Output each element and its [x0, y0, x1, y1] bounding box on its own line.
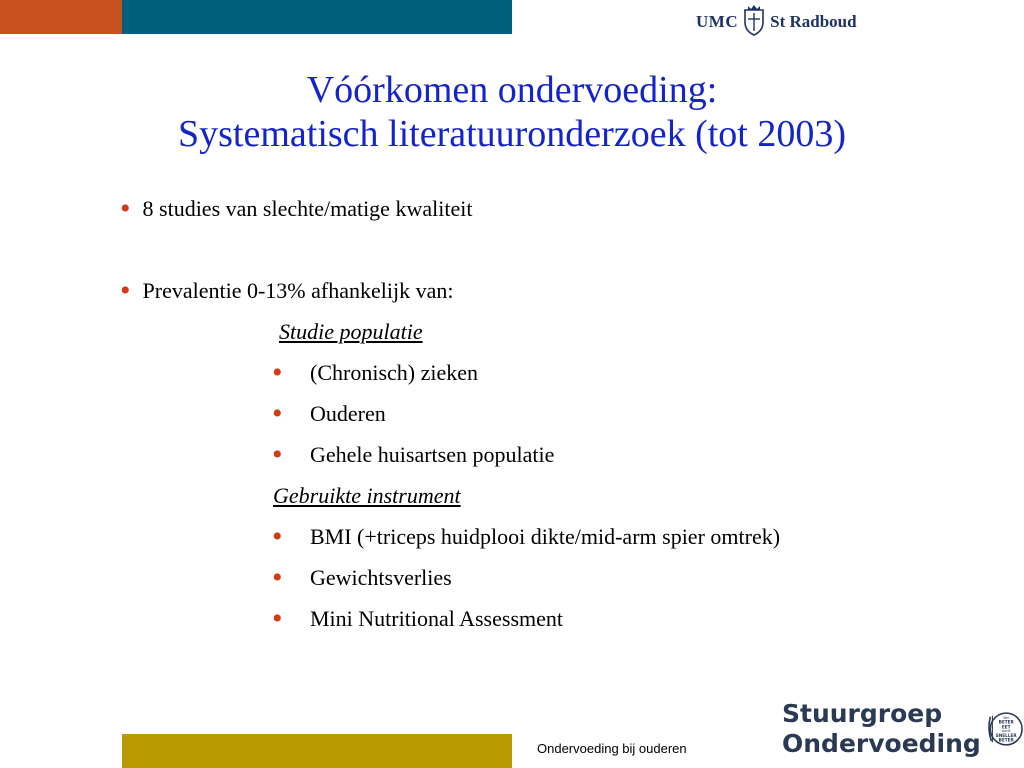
- logo-radboud-text: St Radboud: [770, 12, 857, 31]
- bullet-dot-icon: •: [272, 397, 283, 430]
- beter-eet-seal-icon: [985, 692, 1024, 766]
- umc-st-radboud-logo: [696, 4, 857, 40]
- title-line-1: Vóórkomen ondervoeding:: [306, 69, 718, 111]
- bullet-studies: [120, 192, 473, 225]
- seal-text-3: EET: [1001, 724, 1011, 730]
- item-gewichtsverlies: [272, 561, 452, 594]
- seal-text-1: Wie: [1003, 715, 1009, 720]
- item-text: Gewichtsverlies: [310, 565, 452, 590]
- item-text: Ouderen: [310, 401, 386, 426]
- bullet-dot-icon: •: [272, 356, 283, 389]
- bullet-text: 8 studies van slechte/matige kwaliteit: [142, 196, 473, 221]
- heading-studie-populatie: Studie populatie: [279, 319, 423, 344]
- footer-text: Ondervoeding bij ouderen: [537, 741, 687, 756]
- gold-footer-bar: [122, 734, 512, 768]
- seal-text-2: BETER: [998, 719, 1014, 725]
- item-text: Mini Nutritional Assessment: [310, 606, 563, 631]
- crest-icon: [742, 4, 766, 41]
- bullet-dot-icon: •: [272, 438, 283, 471]
- item-bmi: [272, 520, 781, 553]
- bullet-dot-icon: •: [272, 520, 283, 553]
- bullet-dot-icon: •: [120, 274, 131, 307]
- item-ouderen: [272, 397, 386, 430]
- item-chronisch-zieken: [272, 356, 478, 389]
- footer-logo-line-1: Stuurgroep: [782, 699, 943, 728]
- item-text: Gehele huisartsen populatie: [310, 442, 555, 467]
- heading-gebruikte-instrument: Gebruikte instrument: [273, 483, 461, 508]
- seal-text-5: SNELLER: [995, 732, 1017, 738]
- stuurgroep-ondervoeding-logo: [776, 690, 1024, 768]
- slide-title: [0, 68, 1024, 156]
- bullet-dot-icon: •: [272, 602, 283, 635]
- item-text: (Chronisch) zieken: [310, 360, 478, 385]
- bullet-prevalence: [120, 274, 454, 307]
- footer-logo-line-2: Ondervoeding: [782, 729, 981, 758]
- bullet-text: Prevalentie 0-13% afhankelijk van:: [142, 278, 454, 303]
- bullet-dot-icon: •: [272, 561, 283, 594]
- bullet-dot-icon: •: [120, 192, 131, 225]
- item-text: BMI (+triceps huidplooi dikte/mid-arm spier omtrek): [310, 524, 781, 549]
- footer-logo-text: [782, 699, 981, 759]
- item-huisartsen-populatie: [272, 438, 555, 471]
- orange-header-bar: [0, 0, 122, 34]
- logo-umc-text: UMC: [696, 12, 739, 31]
- seal-text-4: wordt: [1001, 729, 1011, 734]
- title-line-2: Systematisch literatuuronderzoek (tot 2003): [178, 113, 846, 155]
- seal-text-6: BETER: [998, 737, 1014, 743]
- item-mna: [272, 602, 563, 635]
- teal-header-bar: [122, 0, 512, 34]
